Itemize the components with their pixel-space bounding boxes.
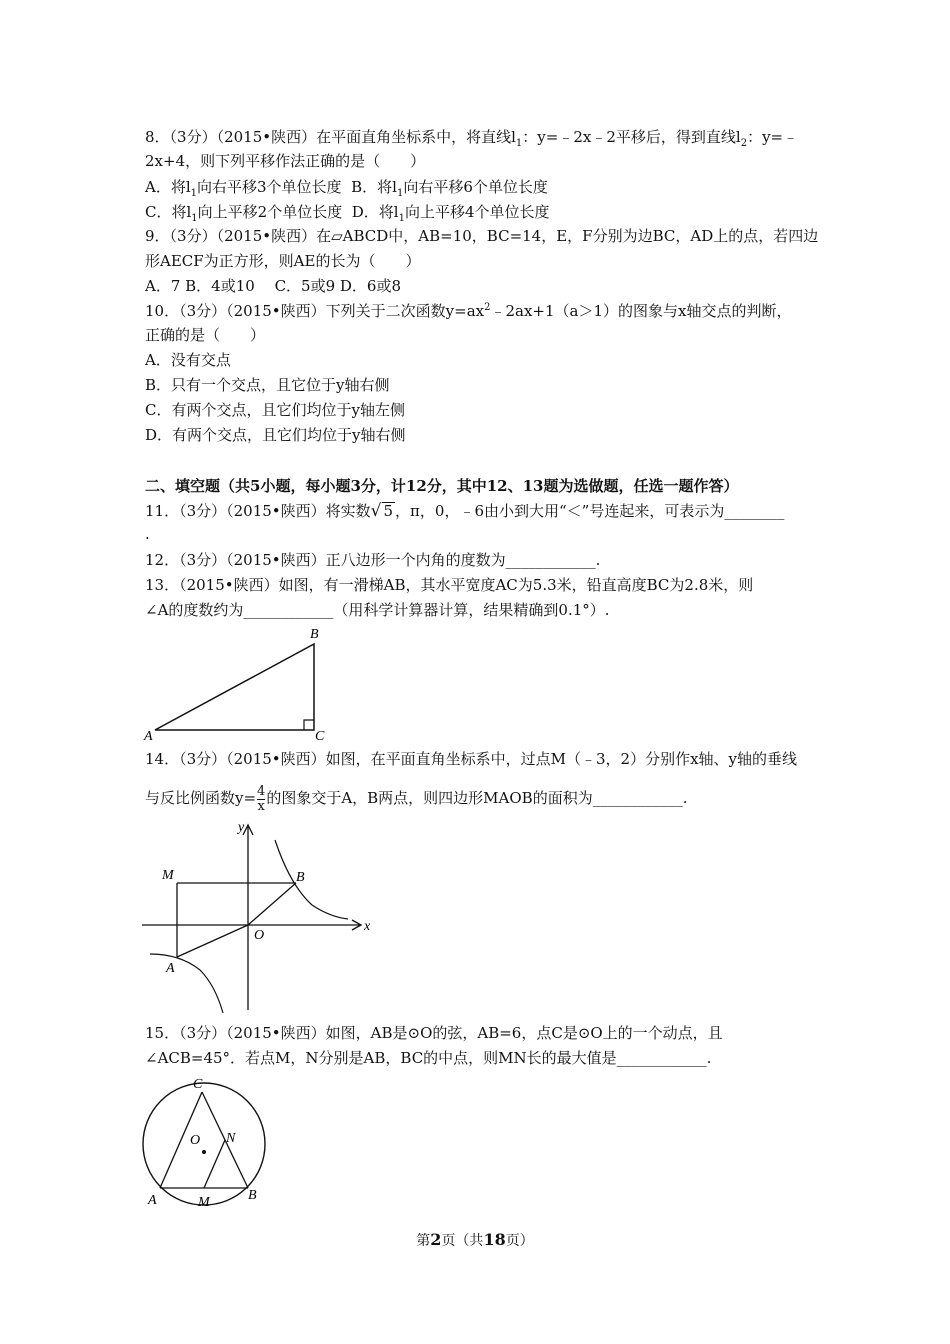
hyperbola-branch-1 [275, 840, 348, 919]
fig14-label-o: O [254, 928, 265, 943]
q9-line2: 形AECF为正方形，则AE的长为（ ） [145, 252, 421, 270]
q9-options: A．7 B．4或10 C．5或9 D．6或8 [145, 277, 402, 295]
hyperbola-branch-2 [150, 954, 223, 1013]
fig15-label-m: M [198, 1195, 210, 1210]
fig13-label-b: B [310, 627, 319, 642]
page-footer: 第2页（共18页） [416, 1230, 534, 1249]
q8-options-ab: A．将$l_1$向右平移3个单位长度 B．将$l_1$向右平移6个单位长度 [145, 178, 548, 199]
segment-oa [177, 925, 248, 957]
q12-line: 12．（3分）（2015•陕西）正八边形一个内角的度数为____________. [145, 551, 601, 569]
fig13-label-c: C [315, 729, 325, 744]
q10-option-b: B．只有一个交点，且它位于y轴右侧 [145, 376, 390, 394]
fig14-label-x: x [364, 919, 371, 934]
fig14-label-y: y [238, 820, 245, 835]
q14-line2: 与反比例函数y= $\frac{4}{x}$ 的图象交于A，B两点，则四边形MAOB的面积为____________. [145, 783, 688, 814]
q10-line2: 正确的是（ ） [145, 326, 266, 344]
circle-figure [138, 1072, 278, 1212]
fraction-4-over-x: $\frac{4}{x}$ [257, 783, 266, 814]
section-title: 二、填空题（共5小题，每小题3分，计12分，其中12、13题为选做题，任选一题作答） [145, 477, 739, 495]
right-angle-mark [304, 720, 314, 730]
q13-line2: ∠A的度数约为____________（用科学计算器计算，结果精确到0.1°）. [145, 601, 610, 619]
q8-line1: 8．（3分）（2015•陕西）在平面直角坐标系中，将直线$l_1$：y=﹣2x﹣2平移后，得到直线$l_2$：y=﹣ [145, 128, 799, 149]
q9-line1: 9．（3分）（2015•陕西）在▱ABCD中，AB=10，BC=14，E，F分别为边BC，AD上的点，若四边 [145, 227, 819, 245]
q10-line1: 10．（3分）（2015•陕西）下列关于二次函数$y=ax^2﹣2ax+1(a>1)$的图象与x轴交点的判断， [145, 302, 792, 320]
fig13-label-a: A [144, 729, 153, 744]
q8-options-cd: C．将$l_1$向上平移2个单位长度 D．将$l_1$向上平移4个单位长度 [145, 203, 550, 224]
fig15-label-o: O [190, 1133, 201, 1148]
coordinate-figure [140, 815, 380, 1015]
q14-line1: 14．（3分）（2015•陕西）如图，在平面直角坐标系中，过点M（﹣3，2）分别作x轴、y轴的垂线 [145, 750, 798, 768]
slide-triangle-figure [138, 622, 338, 746]
segment-mn [204, 1140, 225, 1188]
fig15-label-n: N [226, 1131, 236, 1146]
q10-option-c: C．有两个交点，且它们均位于y轴左侧 [145, 401, 405, 419]
q15-line2: ∠ACB=45°．若点M，N分别是AB，BC的中点，则MN长的最大值是____________. [145, 1049, 712, 1067]
page-number: 2 [430, 1230, 442, 1249]
fig15-label-a: A [148, 1193, 157, 1208]
fig14-label-a: A [166, 961, 175, 976]
page-total: 18 [483, 1230, 506, 1249]
q11-line2: . [145, 525, 150, 543]
fig14-label-b: B [296, 870, 305, 885]
q10-option-a: A．没有交点 [145, 351, 231, 369]
fig15-label-c: C [193, 1077, 203, 1092]
fig15-label-b: B [248, 1188, 257, 1203]
fig14-label-m: M [162, 868, 174, 883]
q10-option-d: D．有两个交点，且它们均位于y轴右侧 [145, 426, 406, 444]
triangle-abc [155, 644, 314, 730]
q15-line1: 15．（3分）（2015•陕西）如图，AB是⊙O的弦，AB=6，点C是⊙O上的一个动点，且 [145, 1024, 723, 1042]
center-dot [202, 1150, 206, 1154]
q11-line1: 11．（3分）（2015•陕西）将实数√ 5 ，π，0，﹣6由小到大用“＜”号连起来，可表示为________ [145, 501, 785, 521]
segment-ob [248, 883, 296, 925]
q13-line1: 13．（2015•陕西）如图，有一滑梯AB，其水平宽度AC为5.3米，铅直高度BC为2.8米，则 [145, 576, 754, 594]
q8-line2: 2x+4，则下列平移作法正确的是（ ） [145, 152, 426, 170]
